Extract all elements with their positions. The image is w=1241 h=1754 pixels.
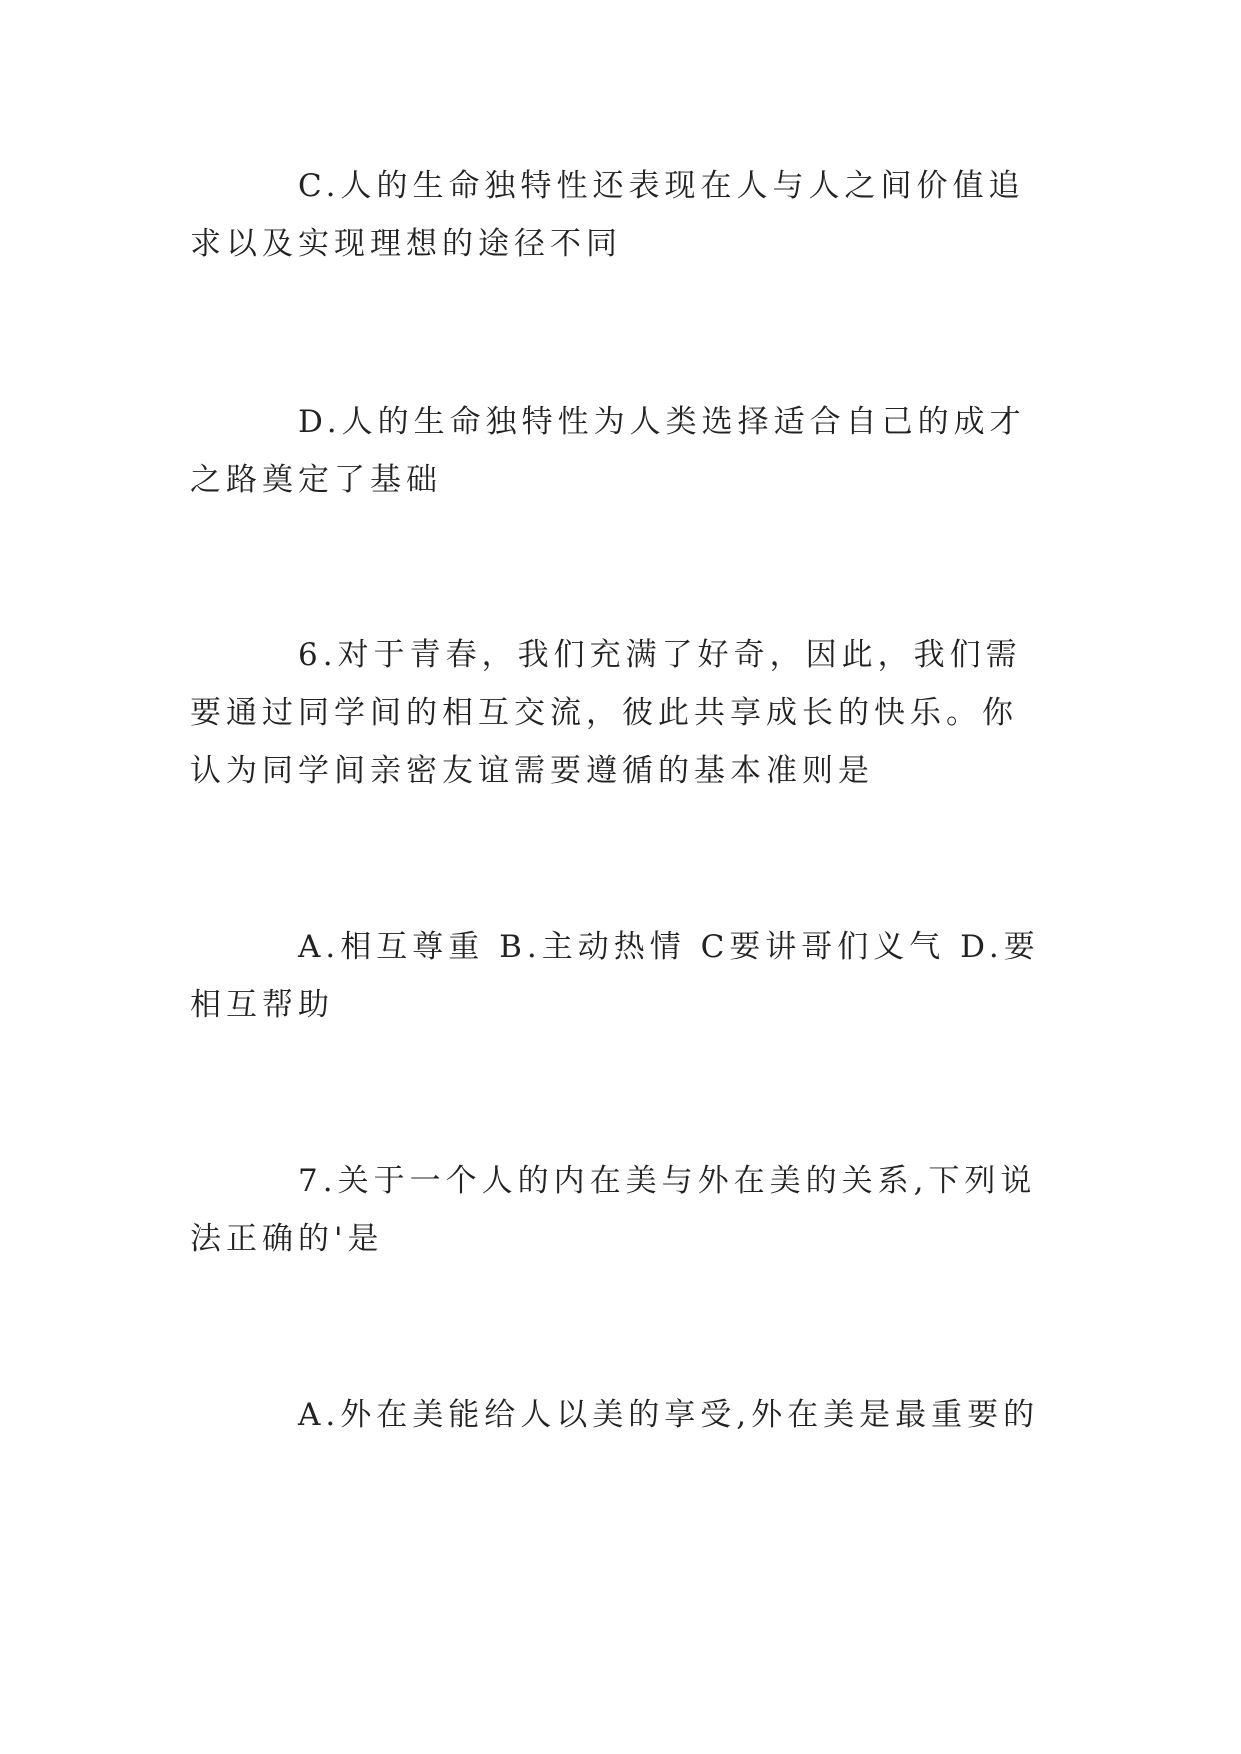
- question-6-text: 6.对于青春，我们充满了好奇，因此，我们需要通过同学间的相互交流，彼此共享成长的快乐。你认为同学间亲密友谊需要遵循的基本准则是: [190, 637, 1022, 789]
- option-d-paragraph: D.人的生命独特性为人类选择适合自己的成才之路奠定了基础: [190, 404, 1026, 498]
- option-c-paragraph: C.人的生命独特性还表现在人与人之间价值追求以及实现理想的途径不同: [190, 168, 1025, 262]
- question-7-option-a: A.外在美能给人以美的享受,外在美是最重要的: [298, 1397, 1040, 1433]
- question-7-text: 7.关于一个人的内在美与外在美的关系,下列说法正确的'是: [190, 1163, 1037, 1257]
- question-6-options: A.相互尊重 B.主动热情 C要讲哥们义气 D.要相互帮助: [190, 929, 1040, 1023]
